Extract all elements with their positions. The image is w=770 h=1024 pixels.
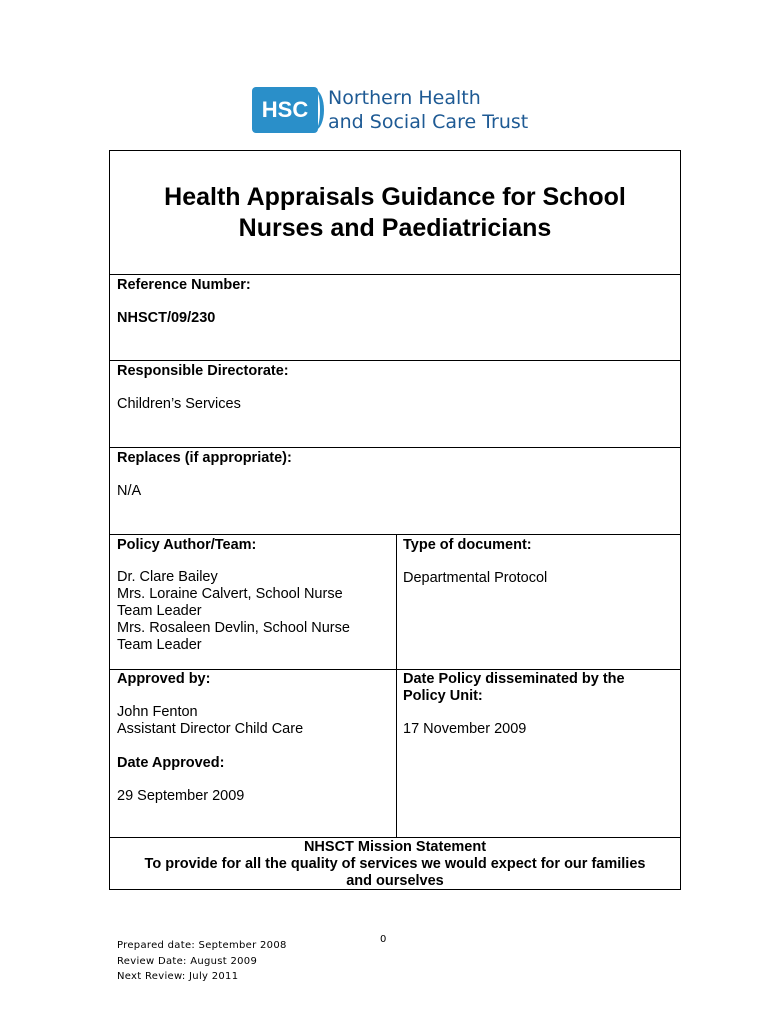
- author-label: Policy Author/Team:: [117, 537, 257, 553]
- column-divider: [396, 670, 397, 838]
- reference-label: Reference Number:: [117, 277, 251, 293]
- author-line: Team Leader: [117, 637, 202, 653]
- logo-text: [328, 86, 528, 134]
- author-line: Mrs. Rosaleen Devlin, School Nurse: [117, 620, 350, 636]
- disseminated-date: 17 November 2009: [403, 721, 527, 737]
- disseminated-label: [403, 671, 625, 705]
- author-line: Mrs. Loraine Calvert, School Nurse: [117, 586, 343, 602]
- disseminated-label-line-1: Date Policy disseminated by the: [403, 671, 625, 687]
- approver-role: Assistant Director Child Care: [117, 721, 304, 737]
- author-list: [117, 569, 350, 654]
- logo-swoosh-icon: [306, 90, 324, 130]
- directorate-section: [110, 361, 680, 448]
- reference-section: [110, 275, 680, 361]
- reference-value: NHSCT/09/230: [117, 310, 216, 326]
- approver-name: John Fenton: [117, 704, 198, 720]
- date-approved-value: 29 September 2009: [117, 788, 245, 804]
- hsc-badge-text: HSC: [261, 97, 309, 122]
- footer: [117, 938, 287, 985]
- author-line: Dr. Clare Bailey: [117, 569, 218, 585]
- replaces-value: N/A: [117, 483, 142, 499]
- approval-section: [110, 670, 680, 838]
- date-approved-label: Date Approved:: [117, 755, 225, 771]
- author-section: [110, 535, 680, 670]
- document-title: Health Appraisals Guidance for School Nurses and Paediatricians: [164, 182, 626, 242]
- directorate-label: Responsible Directorate:: [117, 363, 289, 379]
- prepared-date: Prepared date: September 2008: [117, 940, 287, 951]
- mission-line-1: To provide for all the quality of services we would expect for our families: [144, 856, 646, 872]
- column-divider: [396, 535, 397, 670]
- document-frame: [109, 150, 681, 890]
- title-section: [110, 151, 680, 275]
- approved-label: Approved by:: [117, 671, 211, 687]
- disseminated-label-line-2: Policy Unit:: [403, 688, 483, 704]
- doc-type-label: Type of document:: [403, 537, 532, 553]
- replaces-label: Replaces (if appropriate):: [117, 450, 292, 466]
- mission-statement: [110, 839, 680, 890]
- hsc-badge: [252, 87, 318, 133]
- doc-type-value: Departmental Protocol: [403, 570, 548, 586]
- logo-line-1: Northern Health: [328, 87, 481, 109]
- replaces-section: [110, 448, 680, 535]
- next-review: Next Review: July 2011: [117, 971, 239, 982]
- hsc-logo: [252, 86, 528, 134]
- approver: [117, 704, 303, 738]
- mission-section: [110, 838, 680, 890]
- logo-line-2: and Social Care Trust: [328, 111, 529, 133]
- author-line: Team Leader: [117, 603, 202, 619]
- directorate-value: Children’s Services: [117, 396, 241, 412]
- mission-heading: NHSCT Mission Statement: [303, 839, 487, 855]
- mission-line-2: and ourselves: [346, 873, 444, 889]
- page-number: 0: [380, 934, 387, 945]
- review-date: Review Date: August 2009: [117, 955, 258, 967]
